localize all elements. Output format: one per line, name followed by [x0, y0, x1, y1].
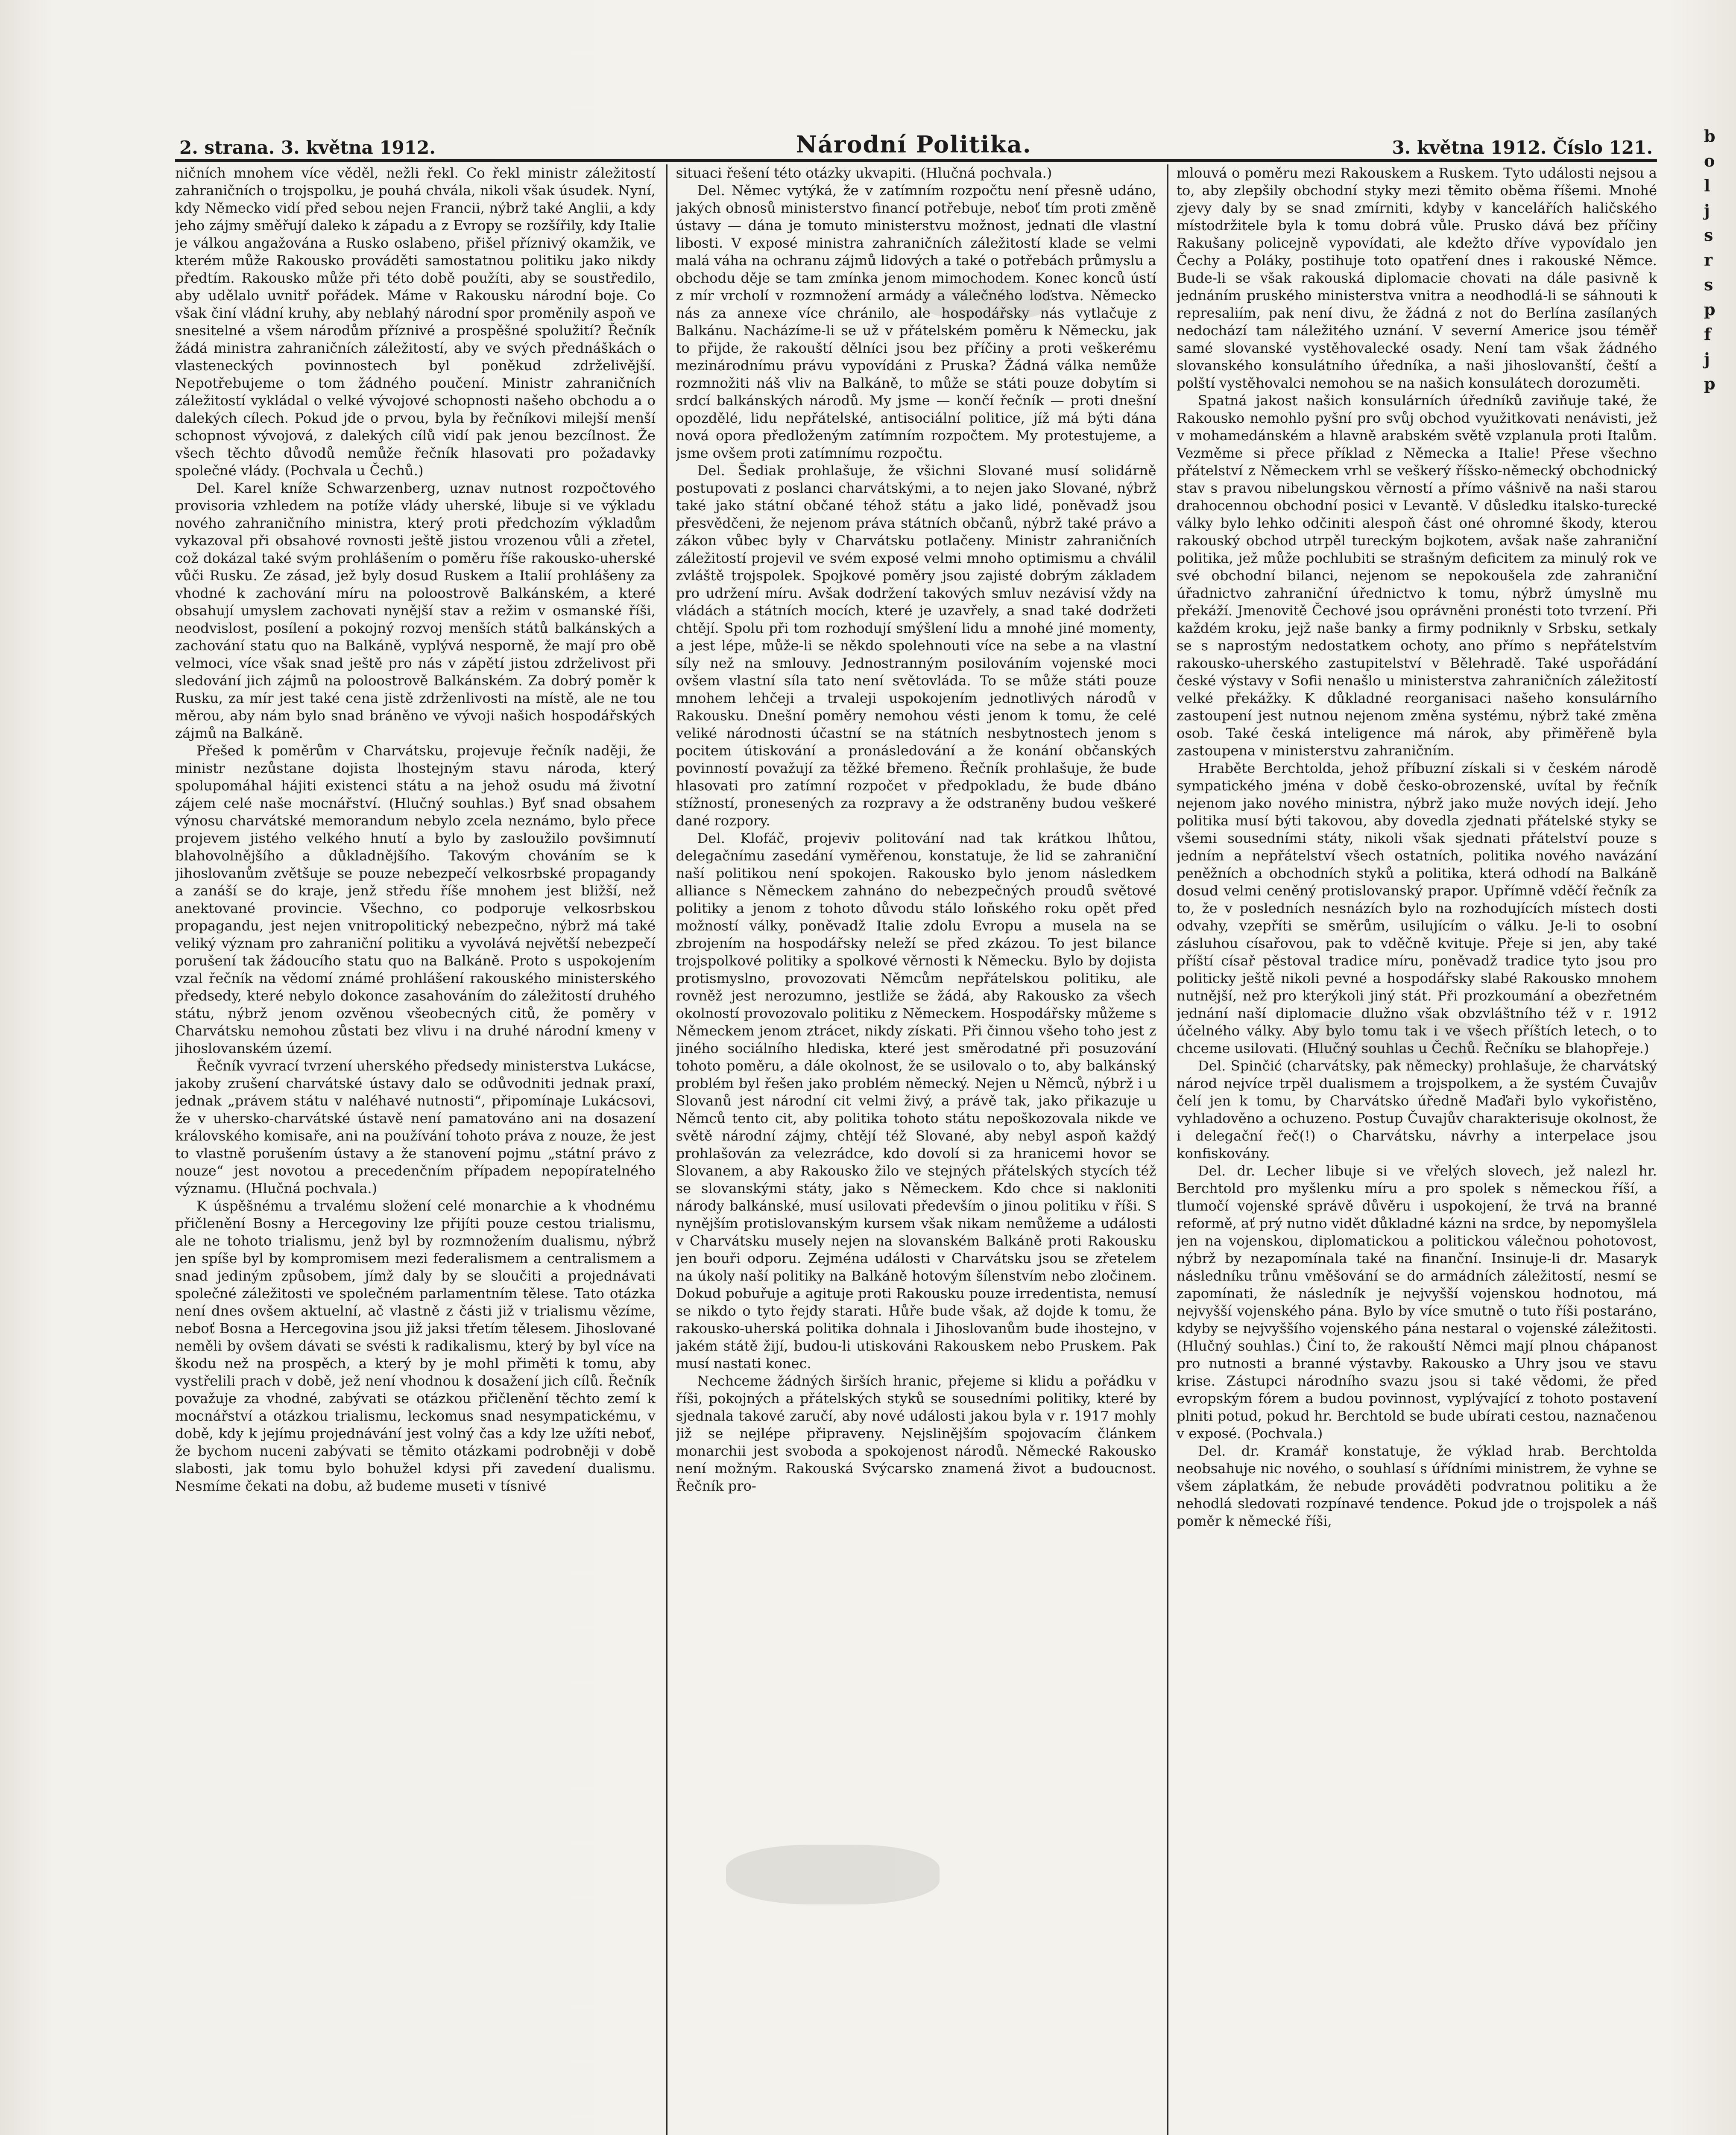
- edge-letter: r: [1704, 250, 1713, 269]
- header-rule: [175, 159, 1657, 162]
- paragraph: Del. dr. Lecher libuje si ve vřelých slovech, jež nalezl hr. Berchtold pro myšlenku míru a pro spolek s německou říší, a tlumočí vojenské správě důvěru i uspokojení, že trvá na branné reformě, ať prý nutno vidět důkladné kázni na srdce, by nepomyšlela jen na vojenskou, diplomatickou a politickou válečnou pohotovost, nýbrž by nezapomínala také na finanční. Insinuje-li dr. Masaryk následníku trůnu vměšování se do armádních záležitostí, nesmí se zapomínati, že následník je nejvyšší vojenskou hodnotou, má nejvyšší vojenského pána. Bylo by více smutně o tuto říši postaráno, kdyby se nejvyššího vojenského pána nestaral o vojenské záležitosti. (Hlučný souhlas.) Činí to, že rakouští Němci mají plnou chápanost pro nutnosti a branné výstavby. Rakousko a Uhry jsou ve stavu krise. Zástupci národního svazu jsou si také vědomi, že před evropským fórem a budou povinnost, vyplývající z tohoto postavení plniti potud, pokud hr. Berchtold se bude ubírati cestou, naznačenou v exposé. (Pochvala.): [1177, 1163, 1657, 1442]
- header-date-issue: 3. května 1912. Číslo 121.: [1392, 137, 1653, 158]
- header-page-date: 2. strana. 3. května 1912.: [179, 137, 436, 158]
- edge-letter: s: [1704, 225, 1713, 245]
- edge-letter: p: [1704, 300, 1716, 319]
- paragraph: Nechceme žádných širších hranic, přejeme si klidu a pořádku v říši, pokojných a přátelských styků se sousedními politiky, které by sjednala takové zaručí, aby nové události jakou byla v r. 1917 mohly již se nejlépe připraveny. Nejslinějším spojovacím článkem monarchii jest svoboda a spokojenost národů. Německé Rakousko není možným. Rakouská Svýcarsko znamená život a budoucnost. Řečník pro-: [676, 1373, 1156, 1494]
- paragraph: Del. Šediak prohlašuje, že všichni Slované musí solidárně postupovati z poslanci charvátskými, a to nejen jako Slované, nýbrž také jako státní občané téhož státu a jako lidé, poněvadž jsou přesvědčeni, že nejenom práva státních občanů, nýbrž také právo a zákon vůbec byly v Charvátsku potlačeny. Ministr zahraničních záležitostí projevil ve svém exposé velmi mnoho optimismu a chválil zvláště trojspolek. Spojkové poměry jsou zajisté dobrým základem pro udržení míru. Avšak dodržení takových smluv nezávisí vždy na vládách a státních mocích, které je uzavřely, a snad také dodržeti chtějí. Spolu při tom rozhodují smýšlení lidu a mnohé jiné momenty, a jest lépe, může-li se někdo spolehnouti více na sebe a na vlastní síly než na smlouvy. Jednostranným posilováním vojenské moci ovšem vlastní síla tato není světovláda. To se může státi pouze mnohem lehčeji a trvaleji uspokojením jednotlivých národů v Rakousku. Dnešní poměry nemohou vésti jenom k tomu, že celé veliké národnosti účastní se na státních nesbytnostech jenom s pocitem útiskování a pronásledování a že konání občanských povinností považují za těžké břemeno. Řečník prohlašuje, že bude hlasovati pro zatímní rozpočet v předpokladu, že bude dbáno stížností, pronesených za rozpravy a že odstraněny budou veškeré dané rozpory.: [676, 462, 1156, 829]
- print-smudge: [922, 282, 1051, 320]
- paragraph: Del. Spinčić (charvátsky, pak německy) prohlašuje, že charvátský národ nejvíce trpěl dualismem a trojspolkem, a že systém Čuvajův čelí jen k tomu, by Charvátsko úředně Maďaři bylo vykořistěno, vyhladověno a ochuzeno. Postup Čuvajův charakterisuje okolnost, že i delegační řeč(!) o Charvátsku, návrhy a interpelace jsou konfiskovány.: [1177, 1058, 1657, 1161]
- edge-letter: p: [1704, 374, 1716, 393]
- paragraph: Del. Němec vytýká, že v zatímním rozpočtu není přesně udáno, jakých obnosů ministerstvo financí potřebuje, neboť tím proti změně ústavy — dána je tomuto ministerstvu možnost, jednati dle vlastní libosti. V exposé ministra zahraničních záležitostí klade se velmi malá váha na ochranu zájmů lidových a také o potřebách průmyslu a obchodu děje se tam zmínka jenom mimochodem. Konec konců ústí z mír vrcholí v rozmnožení armády a válečného loďstva. Německo nás za annexe více chránilo, ale hospodářsky nás vytlačuje z Balkánu. Nacházíme-li se už v přátelském poměru k Německu, jak to přijde, že rakouští dělníci jsou bez příčiny a proti veškerému mezinárodnímu právu vypovídáni z Pruska? Žádná válka nemůže rozmnožiti náš vliv na Balkáně, to může se státi pouze dobytím si srdcí balkánských národů. My jsme — končí řečník — proti dnešní opozdělé, lidu nepřátelské, antisociální politice, jíž má býti dána nová opora předloženým zatímním rozpočtem. My protestujeme, a jsme ovšem proti zatímnímu rozpočtu.: [676, 182, 1156, 461]
- paragraph: K úspěšnému a trvalému složení celé monarchie a k vhodnému přičlenění Bosny a Hercegoviny lze přijíti pouze cestou trialismu, ale ne tohoto trialismu, jenž byl by rozmnožením dualismu, nýbrž jen spíše byl by kompromisem mezi federalismem a centralismem a snad jediným způsobem, jímž daly by se sloučiti a projednávati společné záležitosti ve společném parlamentním tělese. Tato otázka není dnes ovšem aktuelní, ač vlastně z části již v trialismu vězíme, neboť Bosna a Hercegovina jsou již jaksi třetím tělesem. Jihoslované neměli by ovšem dávati se svésti k radikalismu, který by byl více na škodu než na prospěch, a který by je mohl přiměti k tomu, aby vystřelili prach v době, jež není vhodnou k dosažení jich cílů. Řečník považuje za vhodné, zabývati se otázkou přičlenění těchto zemí k mocnářství a otázkou trialismu, leckomus snad nesympatickému, v době, kdy k jejímu projednávání jest volný čas a kdy lze užíti neboť, že bychom nuceni zabývati se těmito otázkami podrobněji v době slabosti, jak tomu bylo bohužel kdysi při zavedení dualismu. Nesmíme čekati na dobu, až budeme museti v tísnivé: [175, 1198, 656, 1494]
- column-3: [1177, 164, 1657, 2135]
- paragraph: Řečník vyvrací tvrzení uherského předsedy ministerstva Lukácse, jakoby zrušení charvátské ústavy dalo se odůvodniti jednak praxí, jednak „právem státu v naléhavé nutnosti“, připomínaje Lukácsovi, že v uhersko-charvátské ústavě není pamatováno ani na dosazení královského komisaře, ani na používání tohoto práva z nouze, že jest to vlastně porušením ústavy a že stanovení pojmu „státní právo z nouze“ jest novotou a precedenčním případem nepopíratelného významu. (Hlučná pochvala.): [175, 1058, 656, 1196]
- paragraph: Přešed k poměrům v Charvátsku, projevuje řečník naději, že ministr nezůstane dojista lhostejným stavu národa, který spolupomáhal hájiti existenci státu a na jehož osudu má životní zájem celé naše mocnářství. (Hlučný souhlas.) Byť snad obsahem výnosu charvátské memorandum nebylo zcela neznámo, bylo přece projevem jistého velkého hnutí a bylo by zasloužilo povšimnutí blahovolnějšího a důkladnějšího. Takovým chováním se k jihoslovanům zvětšuje se pouze nebezpečí velkosrbské propagandy a zanáší se do kraje, jenž středu říše mnohem jest bližší, než anektované provincie. Všechno, co podporuje velkosrbskou propagandu, jest nejen vnitropolitický nebezpečno, nýbrž má také veliký význam pro zahraniční politiku a vyvolává největší nebezpečí porušení tak žádoucího statu quo na Balkáně. Proto s uspokojením vzal řečník na vědomí známé prohlášení rakouského ministerského předsedy, které nebylo dokonce zasahováním do záležitostí druhého státu, nýbrž jenom ozvěnou všeobecných citů, že poměry v Charvátsku nemohou zůstati bez vlivu i na druhé národní kmeny v jihoslovanském území.: [175, 743, 656, 1056]
- paragraph: Hraběte Berchtolda, jehož příbuzní získali si v českém národě sympatického jména v době česko-obrozenské, uvítal by řečník nejenom jako nového ministra, nýbrž jako muže nových idejí. Jeho politika musí býti takovou, aby dovedla zjednati přátelské styky se všemi sousedními státy, nikoli však sjednati přátelství pouze s jedním a nepřátelství všech ostatních, politika nového navázání peněžních a obchodních styků a politika, která odhodí na Balkáně dosud velmi ceněný protislovanský prapor. Upřímně vděčí řečník za to, že v posledních nesnázích bylo na rozhodujících místech dosti odvahy, vzepříti se směrům, usilujícím o válku. Je-li to osobní zásluhou císařovou, pak to vděčně kvituje. Přeje si jen, aby také příští císař pěstoval tradice míru, poněvadž tradice tyto jsou pro politicky ještě nikoli pevné a hospodářsky slabé Rakousko mnohem nutnější, než pro kterýkoli jiný stát. Při prozkoumání a obezřetném jednání naší diplomacie dlužno však obzvláštního též v r. 1912 účelného války. Aby bylo tomu tak i ve všech příštích letech, o to chceme usilovati. (Hlučný souhlas u Čechů. Řečníku se blahopřeje.): [1177, 760, 1657, 1056]
- column-2: [676, 164, 1156, 2135]
- paragraph: ničních mnohem více věděl, nežli řekl. Co řekl ministr záležitostí zahraničních o trojspolku, je pouhá chvála, nikoli však úsudek. Nyní, kdy Německo vidí před sebou nejen Francii, nýbrž také Anglii, a kdy jeho zájmy směřují daleko k západu a z Evropy se rozšířily, kdy Italie je válkou angažována a Rusko oslabeno, přišel příznivý okamžik, ve kterém může Rakousko prováděti samostatnou politiku jako nikdy předtím. Rakousko může při této době použíti, aby se soustředilo, aby udělalo uvnitř pořádek. Máme v Rakousku národní boje. Co však činí vládní kruhy, aby neblahý národní spor proměnily aspoň ve snesitelné a všem národům příznivé a prospěšné spolužití? Řečník žádá ministra zahraničních záležitostí, aby ve svých přednáškách o vlasteneckých povinnostech byl poněkud zdrželivější. Nepotřebujeme o tom žádného poučení. Ministr zahraničních záležitostí vykládal o velké vývojové schopnosti našeho obchodu a o dalekých cílech. Pokud jde o prvou, byla by řečníkovi milejší menší schopnost vývojová, z dalekých cílů vidí pak jenou bezcílnost. Že všech těchto důvodů nemůže řečník hlasovati pro požadavky společné vlády. (Pochvala u Čechů.): [175, 165, 656, 479]
- edge-letter: b: [1704, 126, 1716, 146]
- paragraph: Del. Karel kníže Schwarzenberg, uznav nutnost rozpočtového provisoria vzhledem na potíže vlády uherské, libuje si ve výkladu nového zahraničního ministra, který proti předchozím výkladům vykazoval při obsahové rovnosti ještě jistou vrozenou vůli a zřetel, což dokázal také svým prohlášením o poměru říše rakousko-uherské vůči Rusku. Ze zásad, jež byly dosud Ruskem a Italií prohlášeny za vhodné k zachování míru na poloostrově Balkánském, a které obsahují umyslem zachovati nynější stav a režim v osmanské říši, neodvislost, posílení a pokojný rozvoj menších států balkánských a zachování statu quo na Balkáně, vyplývá nesporně, že mají pro obě velmoci, více však snad ještě pro nás v zápětí jistou zdrželivost při sledování jich zájmů na poloostrově Balkánském. Za dobrý poměr k Rusku, za mír jest také cena jistě zdrženlivosti na místě, ale ne tou měrou, aby nám bylo snad bráněno ve vývoji našich hospodářských zájmů na Balkáně.: [175, 480, 656, 741]
- edge-letter: f: [1704, 325, 1711, 344]
- newspaper-title: Národní Politika.: [796, 131, 1032, 158]
- paragraph: Del. dr. Kramář konstatuje, že výklad hrab. Berchtolda neobsahuje nic nového, o souhlasí s úřídními ministrem, že vyhne se všem záplatkám, že nebude prováděti podvratnou politiku a že nehodlá sledovati rozpínavé tendence. Pokud jde o trojspolek a náš poměr k německé říši,: [1177, 1443, 1657, 1529]
- paragraph: Del. Klofáč, projeviv politování nad tak krátkou lhůtou, delegačnímu zasedání vyměřenou, konstatuje, že lid se zahraniční naší politikou není spokojen. Rakousko bylo jenom následkem alliance s Německem zahnáno do nebezpečných proudů světové politiky a jenom z tohoto důvodu stálo loňského roku opět před možností války, poněvadž Italie zdolu Evropu a musela na se zbrojením na hospodářsky neleží se před zkázou. To jest bilance trojspolkové politiky a spolkové věrnosti k Německu. Bylo by dojista protismyslno, provozovati Němcům nepřátelskou politiku, ale rovněž jest nerozumno, jestliže se žádá, aby Rakousko za všech okolností provozovalo politiku z Německem. Hospodářsky můžeme s Německem jenom ztrácet, nikdy získati. Při činnou všeho toho jest z jiného sociálního hlediska, které jest směrodatné při posuzování tohoto poměru, a dále okolnost, že se usilovalo o to, aby balkánský problém byl řešen jako problém německý. Nejen u Němců, nýbrž i u Slovanů jest národní cit velmi živý, a právě tak, jako přikazuje u Němců tento cit, aby politika tohoto státu nepoškozovala nikde ve světě národní zájmy, chtějí též Slované, aby nebyl aspoň každý prohlašován za velezrádce, kdo dovolí si za hranicemi hovor se Slovanem, a aby Rakousko žilo ve stejných přátelských stycích též se slovanskými státy, jako s Německem. Kdo chce si nakloniti národy balkánské, musí usilovati především o jinou politiku v říši. S nynějším protislovanským kursem však nikam nemůžeme a události v Charvátsku musely nejen na slovanském Balkáně proti Rakousku jen bouři odporu. Zejména události v Charvátsku jsou se zřetelem na úkoly naší politiky na Balkáně hotovým šílenstvím nebo zločinem. Dokud pobuřuje a agituje proti Rakousku pouze irredentista, nemusí se nikdo o tyto řejdy starati. Hůře bude však, až dojde k tomu, že rakousko-uherská politika dohnala i Jihoslovanům bude ihostejno, v jakém státě žijí, budou-li utiskováni Rakouskem nebo Pruskem. Pak musí nastati konec.: [676, 830, 1156, 1372]
- edge-letter: o: [1704, 151, 1715, 170]
- edge-letter: s: [1704, 275, 1713, 294]
- edge-letter: j: [1704, 349, 1710, 369]
- paragraph: mlouvá o poměru mezi Rakouskem a Ruskem. Tyto události nejsou a to, aby zlepšily obchodní styky mezi těmito oběma říšemi. Mnohé zjevy daly by se snad zmírniti, kdyby v kancelářích haličského místodržitele byla k tomu dobrá vůle. Prusko dává bez příčiny Rakušany policejně vypovídati, ale kdežto dříve vypovídalo jen Čechy a Poláky, postihuje toto opatření dnes i rakouské Němce. Bude-li se však rakouská diplomacie chovati na dále pasivně k jednáním pruského ministerstva vnitra a neodhodlá-li se sáhnouti k represaliím, pak není divu, že žádná z not do Berlína zasílaných nedochází tam náležitého uznání. V severní Americe jsou téměř samé slovanské vystěhovalecké osady. Není tam však žádného slovanského konsulátního úředníka, a naši jihoslovanští, čeští a polští vystěhovalci nemohou se na našich konsulátech dorozuměti.: [1177, 165, 1657, 391]
- paragraph: Spatná jakost našich konsulárních úředníků zaviňuje také, že Rakousko nemohlo pyšní pro svůj obchod využitkovati nenávisti, jež v mohamedánském a hlavně arabském světě vzplanula proti Italům. Vezměme si přece příklad z Německa a Italie! Přese všechno přátelství z Německem vrhl se veškerý říšsko-německý obchodnický stav s pravou nibelungskou věrností a přímo vášnivě na naši starou drahocennou obchodní posici v Levantě. V důsledku italsko-turecké války bylo lehko odčiniti alespoň část oné ohromné škody, kterou rakouský obchod utrpěl tureckým bojkotem, avšak naše zahraniční politika, jež může pochlubiti se strašným deficitem za minulý rok ve své obchodní bilanci, nejenom se nepokoušela zde zahraniční úřadnictvo zahraniční úřednictvo k tomu, nýbrž úmyslně mu překáží. Jmenovitě Čechové jsou oprávněni pronésti toto tvrzení. Při každém kroku, jejž naše banky a firmy podniknly v Srbsku, setkaly se s naprostým nedostatkem ochoty, ano přímo s nepřátelstvím rakousko-uherského zastupitelství v Bělehradě. Také uspořádání české výstavy v Sofii nenašlo u ministerstva zahraničních záležitostí velké překážky. K důkladné reorganisaci našeho konsulárního zastoupení jest nutnou nejenom změna systému, nýbrž také změna osob. Také česká inteligence má nárok, aby přiměřeně byla zastoupena v ministerstvu zahraničním.: [1177, 392, 1657, 759]
- print-smudge: [1303, 1016, 1482, 1063]
- print-smudge: [726, 1845, 940, 1904]
- edge-letter: j: [1704, 201, 1710, 220]
- adjacent-page-edge: [1704, 124, 1736, 423]
- edge-letter: l: [1704, 176, 1710, 195]
- paragraph: situaci řešení této otázky ukvapiti. (Hlučná pochvala.): [676, 165, 1052, 181]
- page-header: [179, 124, 1653, 158]
- article-columns: [175, 164, 1657, 2135]
- column-1: [175, 164, 656, 2135]
